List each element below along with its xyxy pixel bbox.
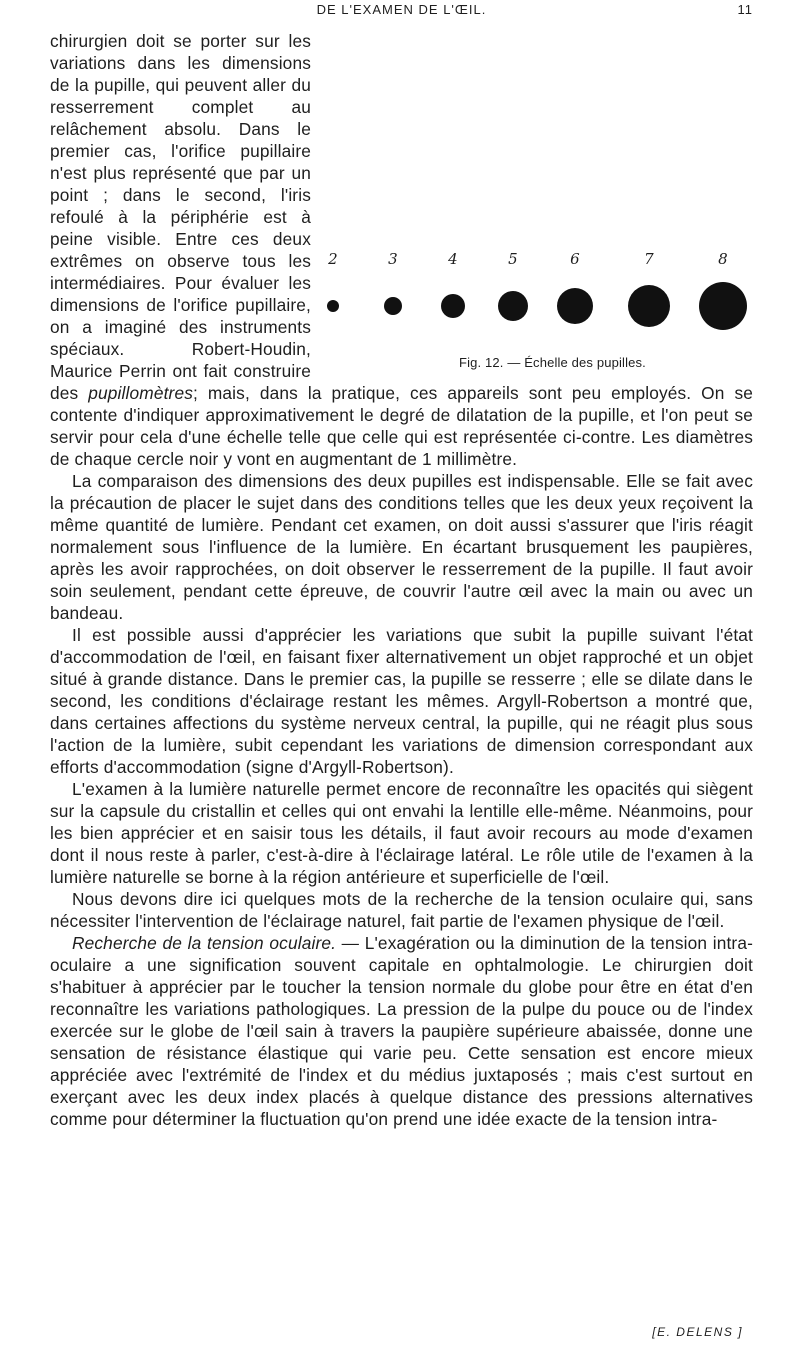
scale-label-2: 2 [328,250,338,268]
pupil-circle-5mm [498,291,528,321]
paragraph-1-end: ; mais, dans la pratique, ces appareils sont peu employés. On se contente d'indiquer approximativement le degré de dilatation de la pupille, et l'on peut se servir pour cela d'une échelle telle que celle qui est représentée ci-contre. Les diamètres de chaque cercle noir y vont en augmentant de 1 millimètre. [50,383,754,469]
scale-label-6: 6 [570,250,580,268]
scale-label-7: 7 [644,250,654,268]
header-title: DE L'EXAMEN DE L'ŒIL. [316,2,487,17]
running-header [50,2,753,24]
scale-label-4: 4 [448,250,458,268]
term-pupillometres: pupillomètres [88,383,193,403]
paragraph-1 [50,30,753,470]
figure-caption: Fig. 12. — Échelle des pupilles. [459,355,646,370]
pupil-circle-3mm [384,297,402,315]
pupil-scale-figure [323,240,753,380]
scale-label-3: 3 [388,250,398,268]
paragraph-4: L'examen à la lumière naturelle permet encore de reconnaître les opacités qui siègent sur la capsule du cristallin et celles qui ont envahi la lentille elle-même. Néanmoins, pour les bien apprécier et en saisir tous les détails, il faut avoir recours au mode d'examen dont il nous reste à parler, c'est-à-dire à l'éclairage latéral. Le rôle utile de l'examen à la lumière naturelle se borne à la région antérieure et superficielle de l'œil. [50,779,753,887]
paragraph-6 [50,932,753,1130]
paragraph-6-text: — L'exagération ou la diminution de la tension intra-oculaire a une signification souvent capitale en ophtalmologie. Le chirurgien doit s'habituer à apprécier par le toucher la tension normale du globe pour être en état d'en reconnaître les variations pathologiques. La pression de la pulpe du pouce ou de l'index exercée sur le globe de l'œil sain à travers la paupière supérieure abaissée, donne une sensation de résistance élastique qui varie peu. Cette sensation est encore mieux appréciée avec l'extrémité de l'index et du médius juxtaposés ; mais c'est surtout en exerçant avec les deux index placés à quelque distance des pressions alternatives comme pour déterminer la fluctuation qu'on prend une idée exacte de la tension intra- [50,933,754,1129]
body-text [50,30,753,1130]
paragraph-5: Nous devons dire ici quelques mots de la recherche de la tension oculaire qui, sans nécessiter l'intervention de l'éclairage naturel, fait partie de l'examen physique de l'œil. [50,889,753,931]
pupil-circle-4mm [441,294,465,318]
paragraph-3: Il est possible aussi d'apprécier les variations que subit la pupille suivant l'état d'accommodation de l'œil, en faisant fixer alternativement un objet rapproché et un objet situé à grande distance. Dans le premier cas, la pupille se resserre ; elle se dilate dans le second, les conditions d'éclairage restant les mêmes. Argyll-Robertson a montré que, dans certaines affections du système nerveux central, la pupille, qui ne réagit plus sous l'action de la lumière, subit cependant les variations de dimension correspondant aux efforts d'accommodation (signe d'Argyll-Robertson). [50,625,753,777]
paragraph-1-text: chirurgien doit se porter sur les variations dans les dimensions de la pupille, qui peuvent aller du resserrement complet au relâchement absolu. Dans le premier cas, l'orifice pupillaire n'est plus représenté que par un point ; dans le second, l'iris refoulé à la périphérie est à peine visible. Entre ces deux extrêmes on observe tous les intermédiaires. Pour évaluer les dimensions de l'orifice pupillaire, on a imaginé des instruments spéciaux. Robert-Houdin, Maurice Perrin ont fait construire des [50,31,311,403]
scale-label-8: 8 [718,250,728,268]
pupil-circle-7mm [628,285,670,327]
pupil-circle-2mm [327,300,339,312]
page-number: 11 [737,2,753,17]
paragraph-2: La comparaison des dimensions des deux pupilles est indispensable. Elle se fait avec la précaution de placer le sujet dans des conditions telles que les deux yeux reçoivent la même quantité de lumière. Pendant cet examen, on doit aussi s'assurer que l'iris réagit normalement sous l'influence de la lumière. En écartant brusquement les paupières, après les avoir rapprochées, on doit observer le resserrement de la pupille. Il faut avoir soin seulement, pendant cette épreuve, de couvrir l'autre œil avec la main ou avec un bandeau. [50,471,753,623]
scale-label-5: 5 [508,250,518,268]
section-heading-tension: Recherche de la tension oculaire. [72,933,337,953]
pupil-circle-8mm [699,282,747,330]
printer-signature: [E. DELENS ] [652,1325,743,1339]
pupil-circle-6mm [557,288,593,324]
